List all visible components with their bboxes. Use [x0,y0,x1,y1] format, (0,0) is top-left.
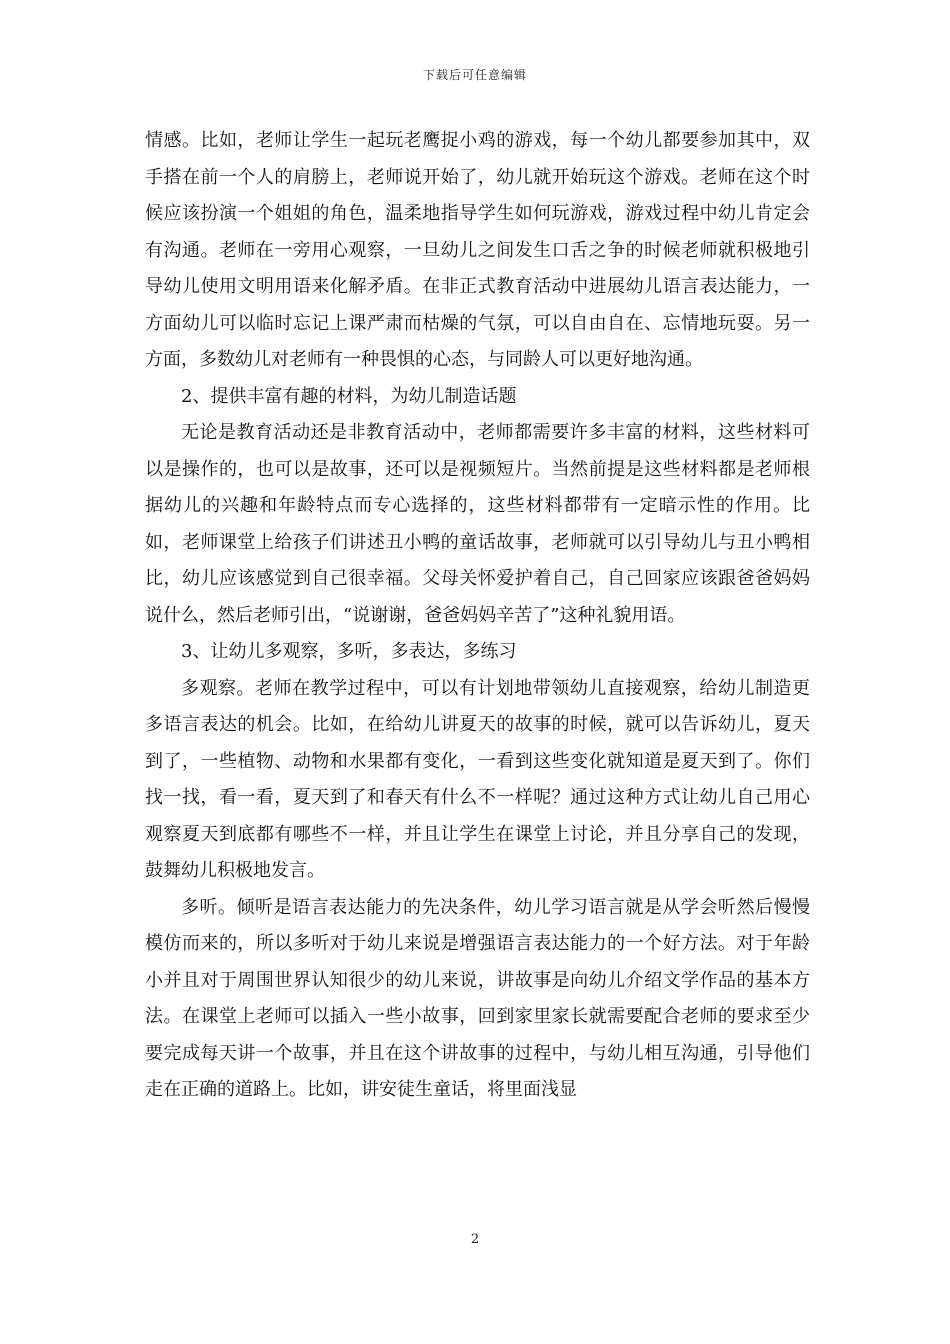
paragraph: 情感。比如，老师让学生一起玩老鹰捉小鸡的游戏，每一个幼儿都要参加其中，双手搭在前一个人的肩膀上，老师说开始了，幼儿就开始玩这个游戏。老师在这个时候应该扮演一个姐姐的角色，温柔地指导学生如何玩游戏，游戏过程中幼儿肯定会有沟通。老师在一旁用心观察，一旦幼儿之间发生口舌之争的时候老师就积极地引导幼儿使用文明用语来化解矛盾。在非正式教育活动中进展幼儿语言表达能力，一方面幼儿可以临时忘记上课严肃而枯燥的气氛，可以自由自在、忘情地玩耍。另一方面，多数幼儿对老师有一种畏惧的心态，与同龄人可以更好地沟通。 [145,130,810,370]
document-body [145,123,810,1109]
section-heading: 3、让幼儿多观察，多听，多表达，多练习 [181,641,517,662]
paragraph: 多听。倾听是语言表达能力的先决条件，幼儿学习语言就是从学会听然后慢慢模仿而来的，所以多听对于幼儿来说是增强语言表达能力的一个好方法。对于年龄小并且对于周围世界认知很少的幼儿来说，讲故事是向幼儿介绍文学作品的基本方法。在课堂上老师可以插入一些小故事，回到家里家长就需要配合老师的要求至少要完成每天讲一个故事，并且在这个讲故事的过程中，与幼儿相互沟通，引导他们走在正确的道路上。比如，讲安徒生童话，将里面浅显 [145,896,810,1100]
section-heading: 2、提供丰富有趣的材料，为幼儿制造话题 [181,385,517,407]
paragraph: 多观察。老师在教学过程中，可以有计划地带领幼儿直接观察，给幼儿制造更多语言表达的机会。比如，在给幼儿讲夏天的故事的时候，就可以告诉幼儿，夏天到了，一些植物、动物和水果都有变化，一看到这些变化就知道是夏天到了。你们找一找，看一看，夏天到了和春天有什么不一样呢？通过这种方式让幼儿自己用心观察夏天到底都有哪些不一样，并且让学生在课堂上讨论，并且分享自己的发现，鼓舞幼儿积极地发言。 [145,677,810,881]
page-number: 2 [470,1232,480,1247]
page-header: 下载后可任意编辑 [422,68,527,82]
paragraph: 无论是教育活动还是非教育活动中，老师都需要许多丰富的材料，这些材料可以是操作的，也可以是故事，还可以是视频短片。当然前提是这些材料都是老师根据幼儿的兴趣和年龄特点而专心选择的，这些材料都带有一定暗示性的作用。比如，老师课堂上给孩子们讲述丑小鸭的童话故事，老师就可以引导幼儿与丑小鸭相比，幼儿应该感觉到自己很幸福。父母关怀爱护着自己，自己回家应该跟爸爸妈妈说什么，然后老师引出，“说谢谢，爸爸妈妈辛苦了”这种礼貌用语。 [145,422,810,626]
